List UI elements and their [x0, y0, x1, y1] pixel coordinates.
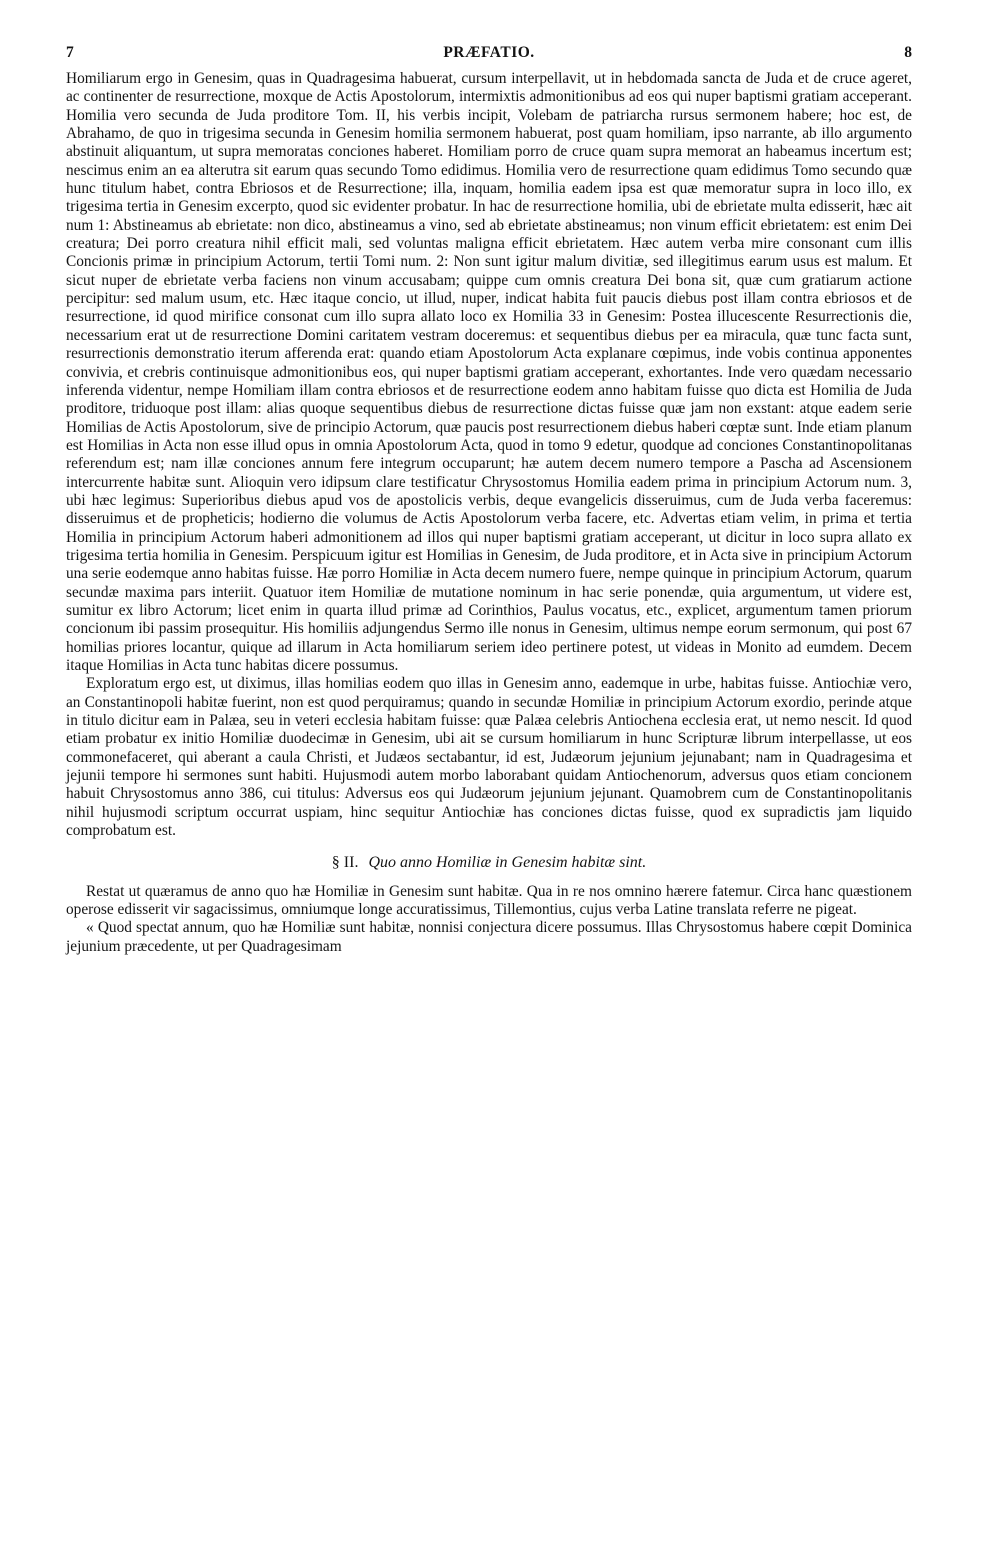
paragraph-homiliarum: Homiliarum ergo in Genesim, quas in Quadragesima habuerat, cursum interpellavit, ut in hebdomada sancta de Juda et de cruce ageret, ac continenter de resurrectione, moxque de Actis Apostolorum, intermixtis admonitionibus ad eos qui nuper baptismi gratiam acceperant. Homilia vero secunda de Juda proditore Tom. II, his verbis incipit, Volebam de patriarcha rursus sermonem habere; hoc est, de Abrahamo, de quo in trigesima secunda in Genesim homilia sermonem habuerat, post quam homiliam, ipso narrante, ab illo argumento abstinuit aliquantum, ut supra memoratas conciones haberet. Homiliam porro de cruce quam supra memorat an habeamus incertum est; nescimus enim an ea alterutra sit earum quas secundo Tomo edidimus. Homilia vero de resurrectione quam edidimus Tomo secundo quæ hunc titulum habet, contra Ebriosos et de Resurrectione; illa, inquam, homilia eadem ipsa est quæ memoratur supra in loco illo, ex trigesima tertia in Genesim excerpto, quod sic evidenter probatur. In hac de resurrectione homilia, ubi de ebrietate multa edisserit, hæc ait num 1: Abstineamus ab ebrietate: non dico, abstineamus a vino, sed ab ebrietate abstineamus; non vinum efficit ebrietatem: est enim Dei creatura; Dei porro creatura nihil efficit mali, sed voluntas maligna efficit ebrietatem. Hæc autem verba mire consonant cum illis Concionis primæ in principium Actorum, tertii Tomi num. 2: Non sunt igitur malum divitiæ, sed illegitimus earum usus est malum. Et sicut nuper de ebrietate verba faciens non vinum accusabam; quippe cum omnis creatura Dei bona sit, quæ cum gratiarum actione percipitur: sed malum usum, etc. Hæc itaque concio, ut illud, nuper, indicat habita fuit paucis diebus post illam contra ebriosos et de resurrectione, id quod mirifice consonat cum illo supra allato loco ex Homilia 33 in Genesim: Postea illucescente Resurrectionis die, necessarium erat ut de resurrectione Domini caritatem vestram doceremus: et sequentibus diebus per ea miracula, quæ tunc facta sunt, resurrectionis demonstratio iterum afferenda erat: quando etiam Apostolorum Acta explanare cœpimus, inde vobis continua apponentes convivia, et crebris continuisque admonitionibus eos, qui nuper baptismi gratiam acceperant, exhortantes. Inde vero quædam necessario inferenda videntur, nempe Homiliam illam contra ebriosos et de resurrectione eodem anno habitam fuisse quo dicta est Homilia de Juda proditore, triduoque post illam: alias quoque sequentibus diebus de resurrectione dictas fuisse quæ jam non exstant: atque eadem serie Homilias de Actis Apostolorum, sive de principio Actorum, quæ paucis post resurrectionem diebus haberi cœptæ sunt. Inde etiam planum est Homilias in Acta non esse illud opus in omnia Apostolorum Acta, quod in tomo 9 edetur, quodque ad conciones Constantinopolitanas referendum est; nam illæ conciones annum fere integrum occuparunt; hæ autem decem numero tempore a Pascha ad Ascensionem intercurrente habitæ sunt. Alioquin vero idipsum clare testificatur Chrysostomus Homilia eadem prima in principium Actorum num. 3, ubi hæc legimus: Superioribus diebus apud vos de apostolicis verbis, deque evangelicis disseruimus, cum de Juda verba faceremus: disseruimus et de propheticis; hodierno die volumus de Actis Apostolorum verba facere, etc. Advertas etiam velim, in prima et tertia Homilia in principium Actorum haberi admonitionem ad illos qui nuper baptismi gratiam acceperant, ut dicitur in loco supra allato ex trigesima tertia homilia in Genesim. Perspicuum igitur est Homilias in Genesim, de Juda proditore, et in Acta sive in principium Actorum una serie eodemque anno habitas fuisse. Hæ porro Homiliæ in Acta decem numero fuere, nempe quinque in principium Actorum, quarum secundæ maxima pars interiit. Quatuor item Homiliæ de mutatione nominum in hac serie ponendæ, quia argumentum, ut videre est, sumitur ex libro Actorum; licet enim in quarta illud primæ ad Corinthios, Paulus vocatus, etc., explicet, argumentum tamen priorum concionum ibi passim prosequitur. His homiliis adjungendus Sermo ille nonus in Genesim, ultimus nempe eorum sermonum, qui post 67 homilias priores locantur, quique ad illarum in Acta homiliarum seriem ideo pertinere potest, ut videas in Monito ad eumdem. Decem itaque Homilias in Acta tunc habitas dicere possumus.: [66, 70, 912, 674]
paragraph-quod-spectat: « Quod spectat annum, quo hæ Homiliæ sunt habitæ, nonnisi conjectura dicere possumus. Illas Chrysostomus habere cœpit Dominica jejunium præcedente, ut per Quadragesimam: [66, 919, 912, 955]
paragraph-restat: Restat ut quæramus de anno quo hæ Homiliæ in Genesim sunt habitæ. Qua in re nos omnino hærere fatemur. Circa hanc quæstionem operose edisserit vir sagacissimus, omniumque longe accuratissimus, Tillemontius, cujus verba Latine translata referre ne pigeat.: [66, 882, 912, 919]
paragraph-exploratum: Exploratum ergo est, ut diximus, illas homilias eodem quo illas in Genesim anno, eademque in urbe, habitas fuisse. Antiochiæ vero, an Constantinopoli habitæ fuerint, non est quod perquiramus; quando in secundæ Homiliæ in principium Actorum exordio, perinde atque in titulo dicitur eam in Palæa, seu in veteri ecclesia habitam fuisse: quæ Palæa celebris Antiochena ecclesia erat, ut nemo nescit. Id quod etiam probatur ex initio Homiliæ duodecimæ in Genesim, ubi ait se cursum homiliarum in hunc Scripturæ librum interpellasse, ut eos commonefaceret, qui aberant a caula Christi, et Judæos sectabantur, id est, Judæorum jejunium jejunabant; nam in Quadragesima et jejunii tempore hi sermones sunt habiti. Hujusmodi autem morbo laborabant quidam Antiochenorum, adversus quos etiam concionem habuit Chrysostomus anno 386, cui titulus: Adversus eos qui Judæorum jejunium jejunant. Quamobrem cum de Constantinopolitanis nihil hujusmodi scriptum occurrat uspiam, hinc sequitur Antiochiæ has conciones dictas fuisse, quod ex supradictis jam liquido comprobatum est.: [66, 675, 912, 840]
section-title: Quo anno Homiliæ in Genesim habitæ sint.: [368, 854, 647, 872]
body-text: [66, 70, 912, 956]
section-number: § II.: [331, 854, 359, 872]
running-title: PRÆFATIO.: [443, 44, 535, 61]
page-number-right: 8: [904, 44, 912, 61]
section-heading: [66, 854, 912, 872]
page-number-left: 7: [66, 44, 74, 61]
running-head: [66, 44, 912, 70]
